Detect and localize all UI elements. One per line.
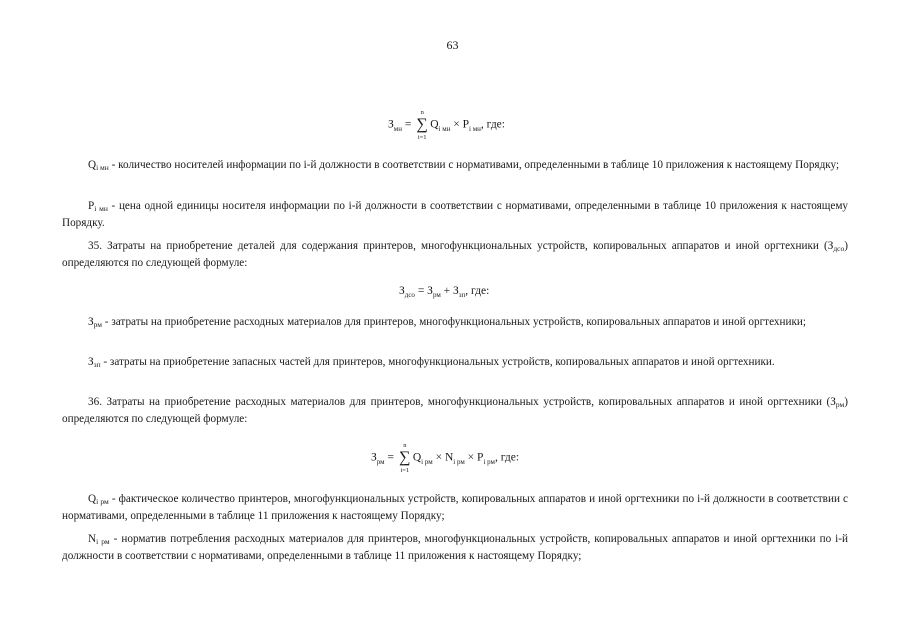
formula-zmn-sum xyxy=(415,109,429,141)
formula-zdso-tail: , где: xyxy=(465,285,490,297)
formula-zrm-t2: N xyxy=(444,451,454,464)
formula-zdso-b-sub: рм xyxy=(432,291,441,299)
formula-zdso xyxy=(399,285,489,297)
symbol-sub: рм xyxy=(835,400,845,409)
formula-zrm-lhs: З xyxy=(371,451,377,464)
formula-zrm-t3-sub: i рм xyxy=(483,457,495,466)
formula-zrm-t3: P xyxy=(477,451,484,464)
formula-zrm-sum-top: n xyxy=(403,442,407,449)
symbol: P xyxy=(88,200,95,212)
formula-zrm-eq: = xyxy=(387,451,394,464)
paragraph-text: - цена одной единицы носителя информации по i-й должности в соответствии с нормативами, определенными в таблице 10 приложения к настоящему Порядку. xyxy=(62,200,848,229)
formula-zdso-c: + З xyxy=(440,285,459,297)
paragraph-36 xyxy=(62,394,848,427)
paragraph-n-rm xyxy=(62,531,848,564)
symbol-sub: i рм xyxy=(96,497,109,506)
sigma-icon: ∑ xyxy=(416,116,428,133)
formula-zrm-sum-bottom: i=1 xyxy=(400,467,410,474)
page-number: 63 xyxy=(446,38,459,52)
formula-zdso-b: = З xyxy=(414,285,433,297)
formula-zdso-c-sub: зп xyxy=(458,291,466,299)
paragraph-text: - затраты на приобретение расходных материалов для принтеров, многофункциональных устройств, копировальных аппаратов и иной оргтехники; xyxy=(102,316,806,328)
paragraph-text: - затраты на приобретение запасных частей для принтеров, многофункциональных устройств, копировальных аппаратов и иной оргтехники. xyxy=(100,356,775,368)
formula-zmn-lhs-sub: мн xyxy=(393,124,402,133)
paragraph-z-zp xyxy=(62,354,848,371)
symbol: З xyxy=(88,356,94,368)
formula-zmn-sum-top: n xyxy=(420,109,424,116)
paragraph-p-mn xyxy=(62,198,848,231)
formula-zmn-t1: Q xyxy=(430,118,439,131)
formula-zrm xyxy=(371,442,520,474)
formula-zrm-lhs-sub: рм xyxy=(376,457,385,466)
symbol-sub: i мн xyxy=(94,204,108,213)
formula-zmn-t2: P xyxy=(462,118,470,131)
formula-zmn-t1-sub: i мн xyxy=(438,124,451,133)
paragraph-text: - количество носителей информации по i-й должности в соответствии с нормативами, определенными в таблице 10 приложения к настоящему Порядку; xyxy=(108,159,840,171)
symbol-sub: дсо xyxy=(833,244,845,253)
formula-zmn-sum-bottom: i=1 xyxy=(417,134,427,141)
symbol: З xyxy=(88,316,94,328)
formula-zrm-t2-sub: i рм xyxy=(453,457,465,466)
formula-zmn xyxy=(388,109,505,141)
symbol: Q xyxy=(88,493,97,505)
paragraph-text-end: ) определяются по следующей формуле: xyxy=(62,240,848,269)
symbol: N xyxy=(88,533,97,545)
formula-zmn-lhs: З xyxy=(388,118,394,131)
formula-zmn-tail: , где: xyxy=(480,118,505,131)
formula-zrm-t1: Q xyxy=(412,451,422,464)
symbol-sub: рм xyxy=(93,320,102,329)
formula-zdso-a-sub: дсо xyxy=(404,291,415,299)
symbol: Q xyxy=(88,159,97,171)
symbol-sub: i рм xyxy=(96,537,110,546)
symbol-sub: зп xyxy=(93,360,101,369)
formula-zrm-times2: × xyxy=(467,451,475,464)
paragraph-text: - фактическое количество принтеров, многофункциональных устройств, копировальных аппаратов и иной оргтехники по i-й должности в соответствии с нормативами, определенными в таблице 11 приложения к настоящему Порядку; xyxy=(62,493,849,522)
paragraph-text: 36. Затраты на приобретение расходных материалов для принтеров, многофункциональных устройств, копировальных аппаратов и иной оргтехники (З xyxy=(88,396,836,408)
paragraph-q-mn xyxy=(62,157,848,174)
formula-zrm-times1: × xyxy=(435,451,443,464)
paragraph-35 xyxy=(62,238,848,271)
formula-zdso-a: З xyxy=(399,285,405,297)
formula-zmn-times: × xyxy=(453,118,460,131)
formula-zrm-sum xyxy=(398,442,412,474)
formula-zrm-tail: , где: xyxy=(494,451,520,464)
paragraph-z-rm xyxy=(62,314,848,331)
paragraph-text: 35. Затраты на приобретение деталей для содержания принтеров, многофункциональных устройств, копировальных аппаратов и иной оргтехники (З xyxy=(88,240,834,252)
formula-zmn-eq: = xyxy=(404,118,412,131)
sigma-icon: ∑ xyxy=(399,449,411,466)
formula-zrm-t1-sub: i рм xyxy=(421,457,433,466)
paragraph-q-rm xyxy=(62,491,848,524)
paragraph-text: - норматив потребления расходных материалов для принтеров, многофункциональных устройств, копировальных аппаратов и иной оргтехники по i-й должности в соответствии с нормативами, определенными в таблице 11 приложения к настоящему Порядку; xyxy=(62,533,848,562)
paragraph-text-end: ) определяются по следующей формуле: xyxy=(62,396,848,425)
formula-zmn-t2-sub: i мн xyxy=(469,124,481,133)
symbol-sub: i мн xyxy=(96,163,109,172)
